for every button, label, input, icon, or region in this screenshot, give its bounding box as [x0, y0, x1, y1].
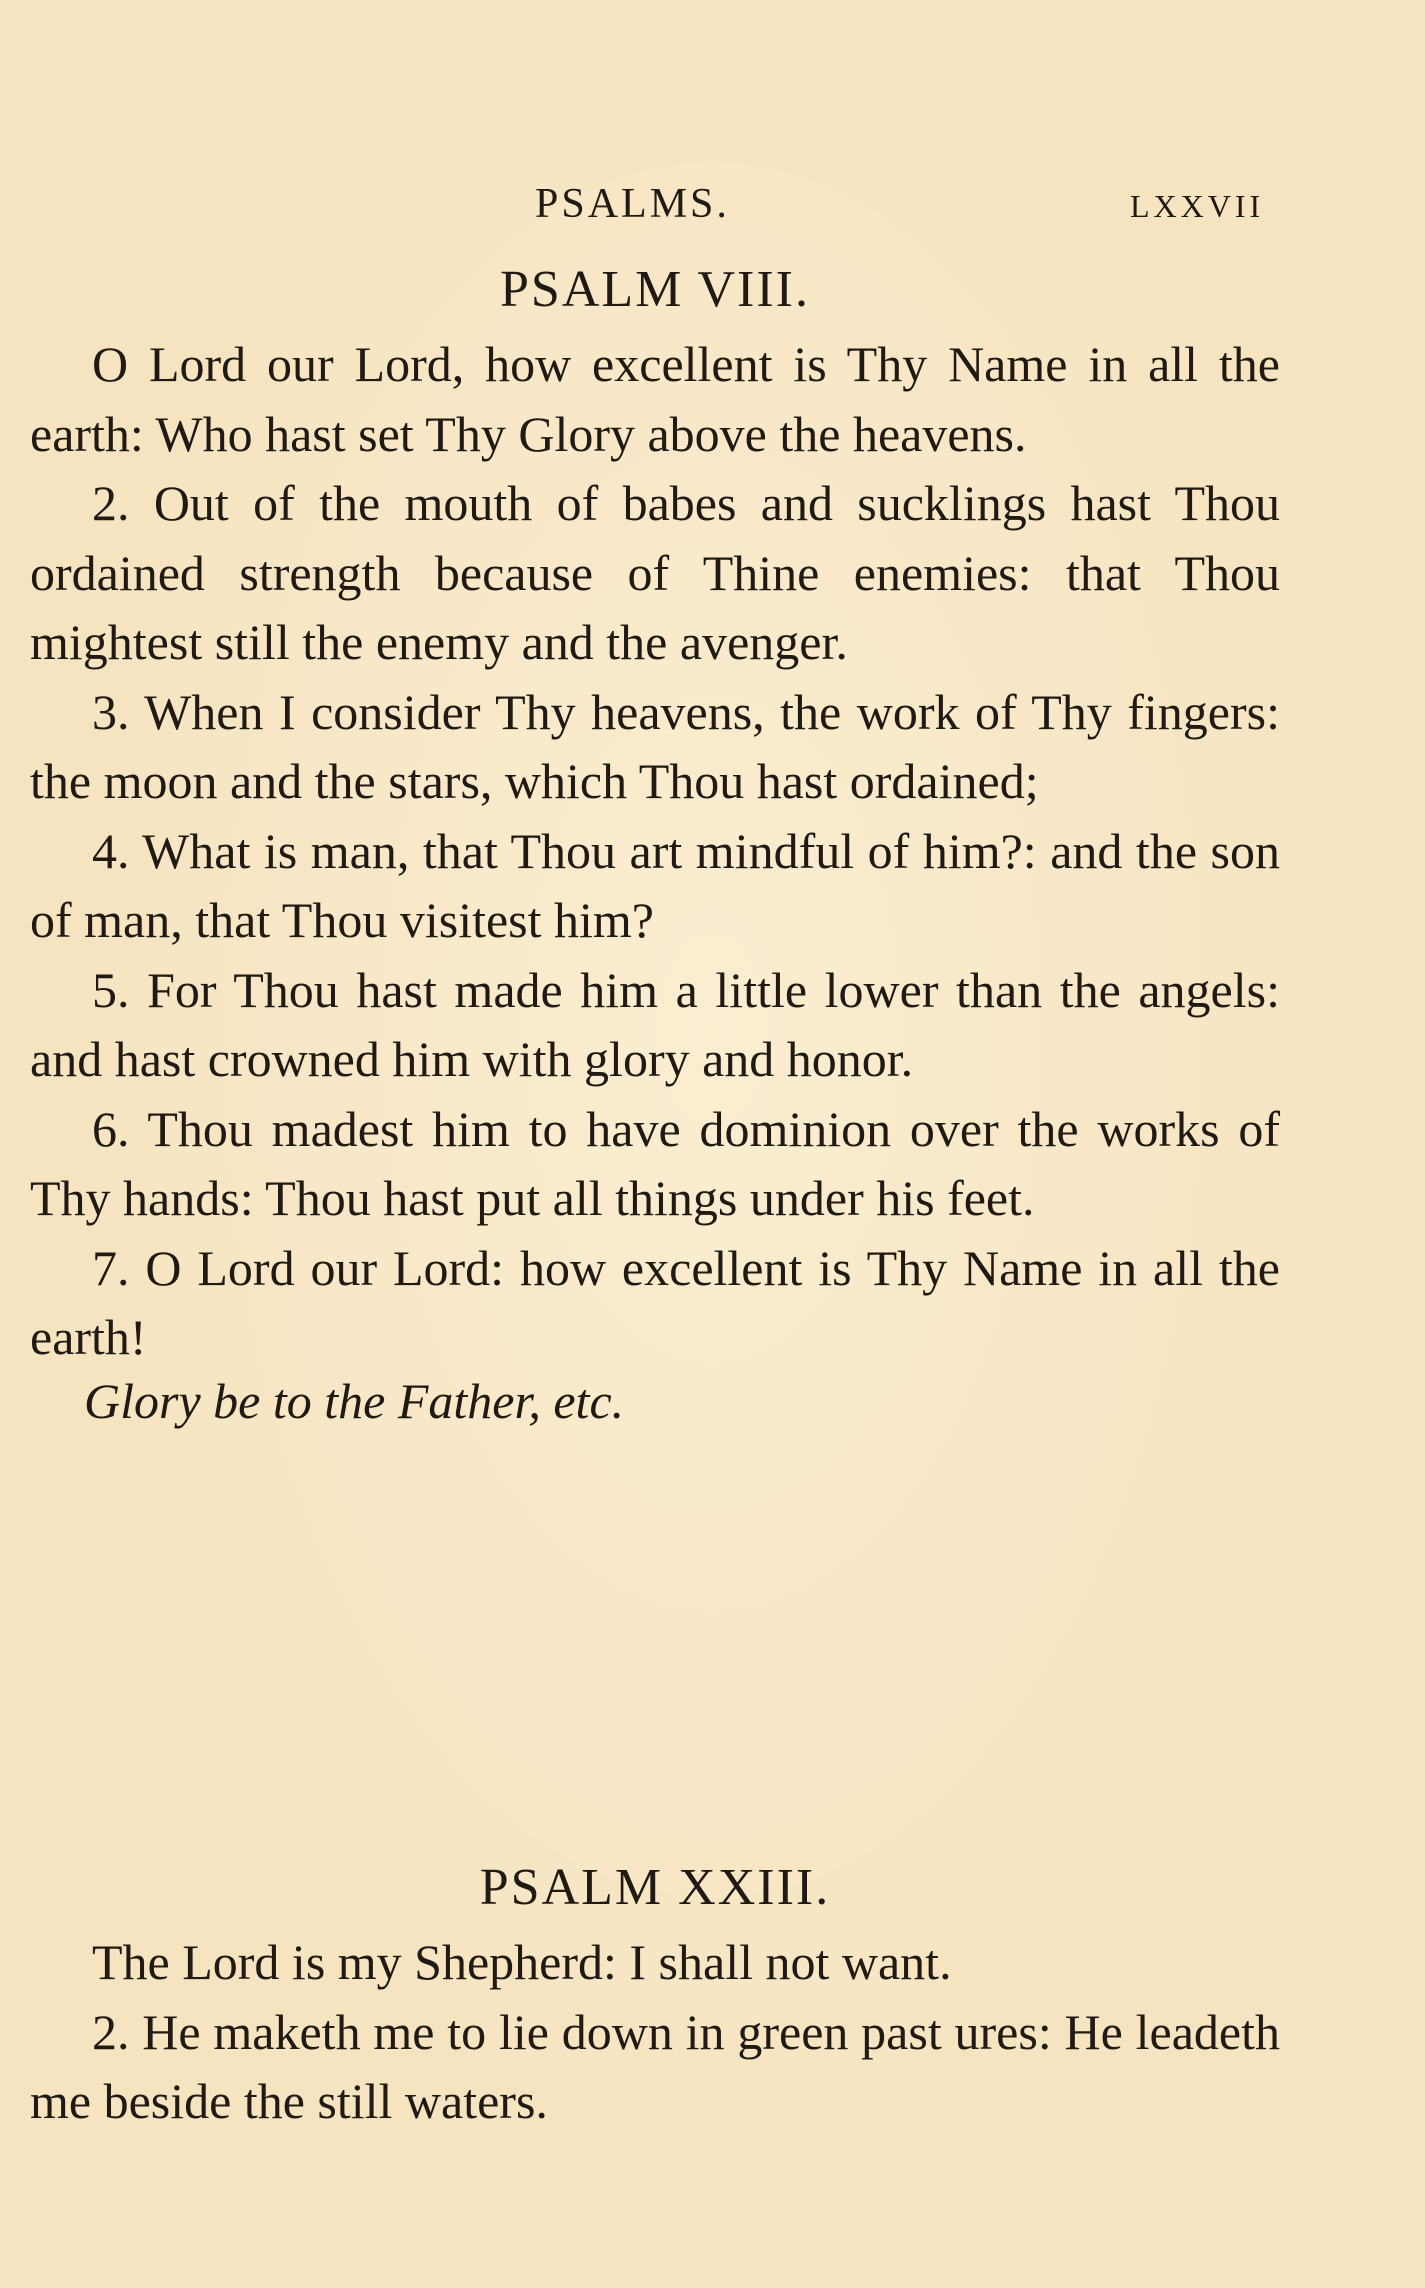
psalm-8-text: [30, 330, 1280, 1429]
verse-6: 6. Thou madest him to have dominion over the works of Thy hands: Thou hast put all things under his feet.: [30, 1100, 1280, 1226]
gloria-patri: Glory be to the Father, etc.: [84, 1372, 625, 1429]
running-head: [0, 180, 1425, 240]
psalm-8-title: PSALM VIII.: [500, 261, 810, 318]
verse-2: 2. Out of the mouth of babes and sucklings hast Thou ordained strength because of Thine enemies: that Thou mightest still the enemy and the avenger.: [30, 475, 1280, 670]
verse-4: 4. What is man, that Thou art mindful of him?: and the son of man, that Thou visitest him?: [30, 822, 1280, 948]
verse-1: The Lord is my Shepherd: I shall not want.: [92, 1934, 952, 1990]
verse-7: 7. O Lord our Lord: how excellent is Thy Name in all the earth!: [30, 1239, 1280, 1365]
verse-2: 2. He maketh me to lie down in green past ures: He leadeth me beside the still waters.: [30, 2003, 1280, 2129]
verse-5: 5. For Thou hast made him a little lower than the angels: and hast crowned him with glory and honor.: [30, 961, 1280, 1087]
psalm-23-title: PSALM XXIII.: [479, 1859, 831, 1916]
verse-1: O Lord our Lord, how excellent is Thy Name in all the earth: Who hast set Thy Glory above the heavens.: [30, 336, 1280, 462]
verse-3: 3. When I consider Thy heavens, the work of Thy fingers: the moon and the stars, which Thou hast ordained;: [30, 683, 1280, 809]
running-title: PSALMS.: [535, 181, 730, 227]
page-number: LXXVII: [1130, 188, 1265, 224]
psalm-23-text: [30, 1928, 1280, 2137]
